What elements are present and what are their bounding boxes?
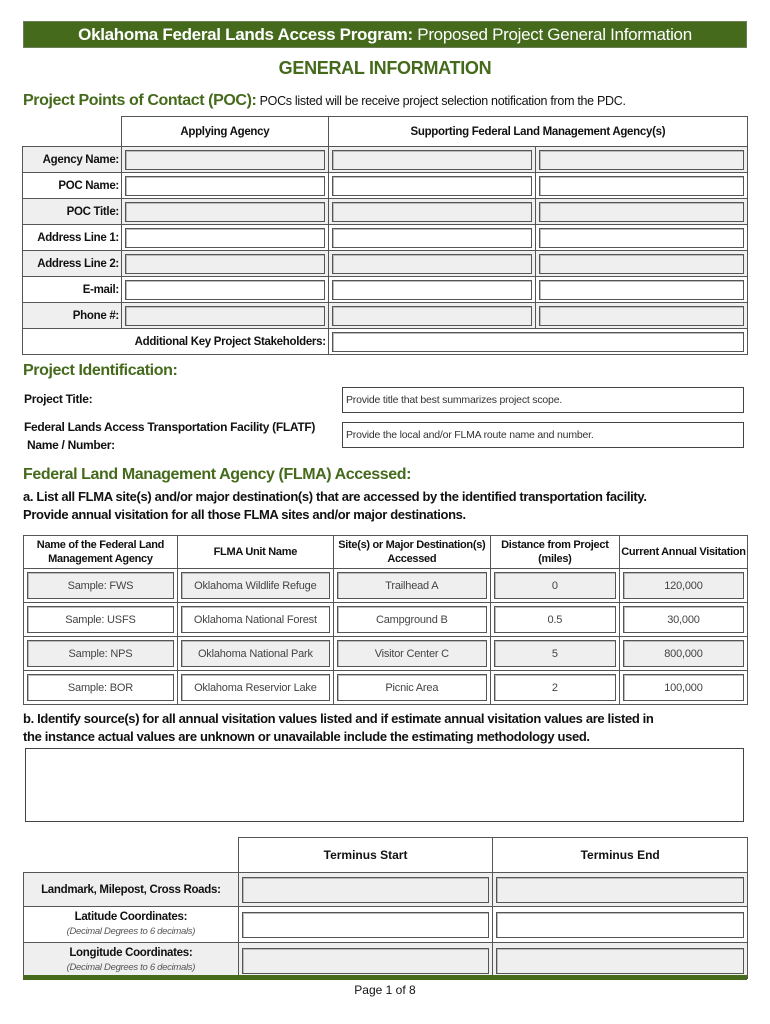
supporting-1-poc-name-field[interactable] (332, 176, 533, 196)
label-phone: Phone #: (23, 303, 122, 329)
label-agency-name: Agency Name: (23, 147, 122, 173)
col-distance: Distance from Project (miles) (490, 536, 619, 569)
poc-row-stakeholders (23, 329, 748, 355)
terminus-row-landmark (24, 873, 748, 907)
poc-row-poc-name (23, 173, 748, 199)
distance-cell[interactable]: 2 (494, 674, 616, 701)
header-supporting-agency: Supporting Federal Land Management Agency(s) (328, 117, 747, 147)
flma-instruction-b-line-2: the instance actual values are unknown or unavailable include the estimating methodology used. (23, 729, 590, 744)
supporting-2-phone-field[interactable] (539, 306, 744, 326)
form-banner (23, 21, 747, 48)
unit-cell[interactable]: Oklahoma Reservior Lake (181, 674, 330, 701)
page-title: GENERAL INFORMATION (278, 58, 492, 78)
flma-heading: Federal Land Management Agency (FLMA) Accessed: (23, 466, 412, 483)
longitude-note: (Decimal Degrees to 6 decimals) (66, 962, 196, 973)
unit-cell[interactable]: Oklahoma Wildlife Refuge (181, 572, 330, 599)
flatf-field[interactable]: Provide the local and/or FLMA route name and number. (342, 422, 744, 448)
applying-phone-field[interactable] (125, 306, 325, 326)
terminus-end-latitude-field[interactable] (496, 912, 744, 938)
terminus-table (23, 837, 748, 979)
applying-email-field[interactable] (125, 280, 325, 300)
supporting-1-phone-field[interactable] (332, 306, 533, 326)
supporting-1-address-2-field[interactable] (332, 254, 533, 274)
banner-subtitle: Proposed Project General Information (412, 25, 692, 44)
supporting-2-email-field[interactable] (539, 280, 744, 300)
site-cell[interactable]: Trailhead A (337, 572, 487, 599)
supporting-2-address-2-field[interactable] (539, 254, 744, 274)
header-applying-agency: Applying Agency (121, 117, 328, 147)
col-visitation: Current Annual Visitation (619, 536, 747, 569)
supporting-1-email-field[interactable] (332, 280, 533, 300)
flma-instruction-a (23, 488, 647, 524)
visitation-cell[interactable]: 120,000 (623, 572, 744, 599)
supporting-2-address-1-field[interactable] (539, 228, 744, 248)
terminus-header-row (24, 838, 748, 873)
supporting-agency-1-name-field[interactable] (332, 150, 533, 170)
terminus-start-latitude-field[interactable] (242, 912, 490, 938)
label-email: E-mail: (23, 277, 122, 303)
label-poc-title: POC Title: (23, 199, 122, 225)
poc-heading-note: POCs listed will be receive project selection notification from the PDC. (256, 94, 626, 108)
visitation-cell[interactable]: 30,000 (623, 606, 744, 633)
supporting-1-poc-title-field[interactable] (332, 202, 533, 222)
terminus-start-longitude-field[interactable] (242, 948, 490, 974)
site-cell[interactable]: Campground B (337, 606, 487, 633)
flma-header-row (24, 536, 748, 569)
agency-cell[interactable]: Sample: NPS (27, 640, 174, 667)
flma-table (23, 535, 748, 705)
site-cell[interactable]: Picnic Area (337, 674, 487, 701)
flma-row (24, 637, 748, 671)
project-identification-heading: Project Identification: (23, 362, 178, 379)
poc-heading-title: Project Points of Contact (POC): (23, 92, 257, 109)
project-title-label: Project Title: (24, 392, 93, 406)
poc-header-row (23, 117, 748, 147)
poc-table (22, 116, 748, 355)
latitude-note: (Decimal Degrees to 6 decimals) (66, 926, 196, 937)
agency-cell[interactable]: Sample: FWS (27, 572, 174, 599)
flma-row (24, 569, 748, 603)
blank-header (24, 838, 239, 873)
unit-cell[interactable]: Oklahoma National Forest (181, 606, 330, 633)
terminus-start-landmark-field[interactable] (242, 877, 490, 903)
agency-cell[interactable]: Sample: BOR (27, 674, 174, 701)
poc-row-address-2 (23, 251, 748, 277)
header-terminus-start: Terminus Start (238, 838, 493, 873)
header-terminus-end: Terminus End (493, 838, 748, 873)
footer-bar (23, 975, 747, 980)
visitation-cell[interactable]: 100,000 (623, 674, 744, 701)
distance-cell[interactable]: 5 (494, 640, 616, 667)
label-latitude (24, 907, 239, 943)
applying-poc-name-field[interactable] (125, 176, 325, 196)
poc-row-phone (23, 303, 748, 329)
label-landmark: Landmark, Milepost, Cross Roads: (24, 873, 239, 907)
supporting-2-poc-name-field[interactable] (539, 176, 744, 196)
poc-row-email (23, 277, 748, 303)
poc-heading (23, 92, 626, 110)
flma-instruction-a-line-1: a. List all FLMA site(s) and/or major destination(s) that are accessed by the identified transportation facility. (23, 489, 647, 504)
agency-cell[interactable]: Sample: USFS (27, 606, 174, 633)
terminus-end-longitude-field[interactable] (496, 948, 744, 974)
applying-address-1-field[interactable] (125, 228, 325, 248)
col-sites: Site(s) or Major Destination(s) Accessed (333, 536, 490, 569)
flatf-label-line-1: Federal Lands Access Transportation Facility (FLATF) (24, 420, 316, 434)
label-address-line-2: Address Line 2: (23, 251, 122, 277)
poc-row-poc-title (23, 199, 748, 225)
label-longitude (24, 943, 239, 979)
supporting-2-poc-title-field[interactable] (539, 202, 744, 222)
visitation-source-textarea[interactable] (25, 748, 744, 822)
col-agency-name: Name of the Federal Land Management Agency (24, 536, 178, 569)
flatf-label (24, 418, 315, 454)
terminus-row-latitude (24, 907, 748, 943)
label-address-line-1: Address Line 1: (23, 225, 122, 251)
poc-row-address-1 (23, 225, 748, 251)
label-poc-name: POC Name: (23, 173, 122, 199)
site-cell[interactable]: Visitor Center C (337, 640, 487, 667)
applying-poc-title-field[interactable] (125, 202, 325, 222)
unit-cell[interactable]: Oklahoma National Park (181, 640, 330, 667)
poc-row-agency-name (23, 147, 748, 173)
flatf-label-line-2: Name / Number: (24, 438, 115, 452)
flma-instruction-b-line-1: b. Identify source(s) for all annual visitation values listed and if estimate annual visitation values are listed in (23, 711, 654, 726)
supporting-agency-2-name-field[interactable] (539, 150, 744, 170)
visitation-cell[interactable]: 800,000 (623, 640, 744, 667)
applying-address-2-field[interactable] (125, 254, 325, 274)
stakeholders-field[interactable] (332, 332, 744, 352)
distance-cell[interactable]: 0 (494, 572, 616, 599)
banner-program: Oklahoma Federal Lands Access Program: (78, 25, 413, 44)
blank-header (23, 117, 122, 147)
flma-instruction-a-line-2: Provide annual visitation for all those FLMA sites and/or major destinations. (23, 507, 466, 522)
applying-agency-name-field[interactable] (125, 150, 325, 170)
supporting-1-address-1-field[interactable] (332, 228, 533, 248)
longitude-label-text: Longitude Coordinates: (69, 947, 193, 959)
terminus-end-landmark-field[interactable] (496, 877, 744, 903)
flma-instruction-b (23, 710, 654, 746)
terminus-row-longitude (24, 943, 748, 979)
project-title-field[interactable]: Provide title that best summarizes project scope. (342, 387, 744, 413)
flma-row (24, 671, 748, 705)
flma-row (24, 603, 748, 637)
latitude-label-text: Latitude Coordinates: (74, 911, 188, 923)
label-stakeholders: Additional Key Project Stakeholders: (23, 329, 329, 355)
col-unit-name: FLMA Unit Name (177, 536, 333, 569)
page-number: Page 1 of 8 (354, 983, 416, 997)
distance-cell[interactable]: 0.5 (494, 606, 616, 633)
